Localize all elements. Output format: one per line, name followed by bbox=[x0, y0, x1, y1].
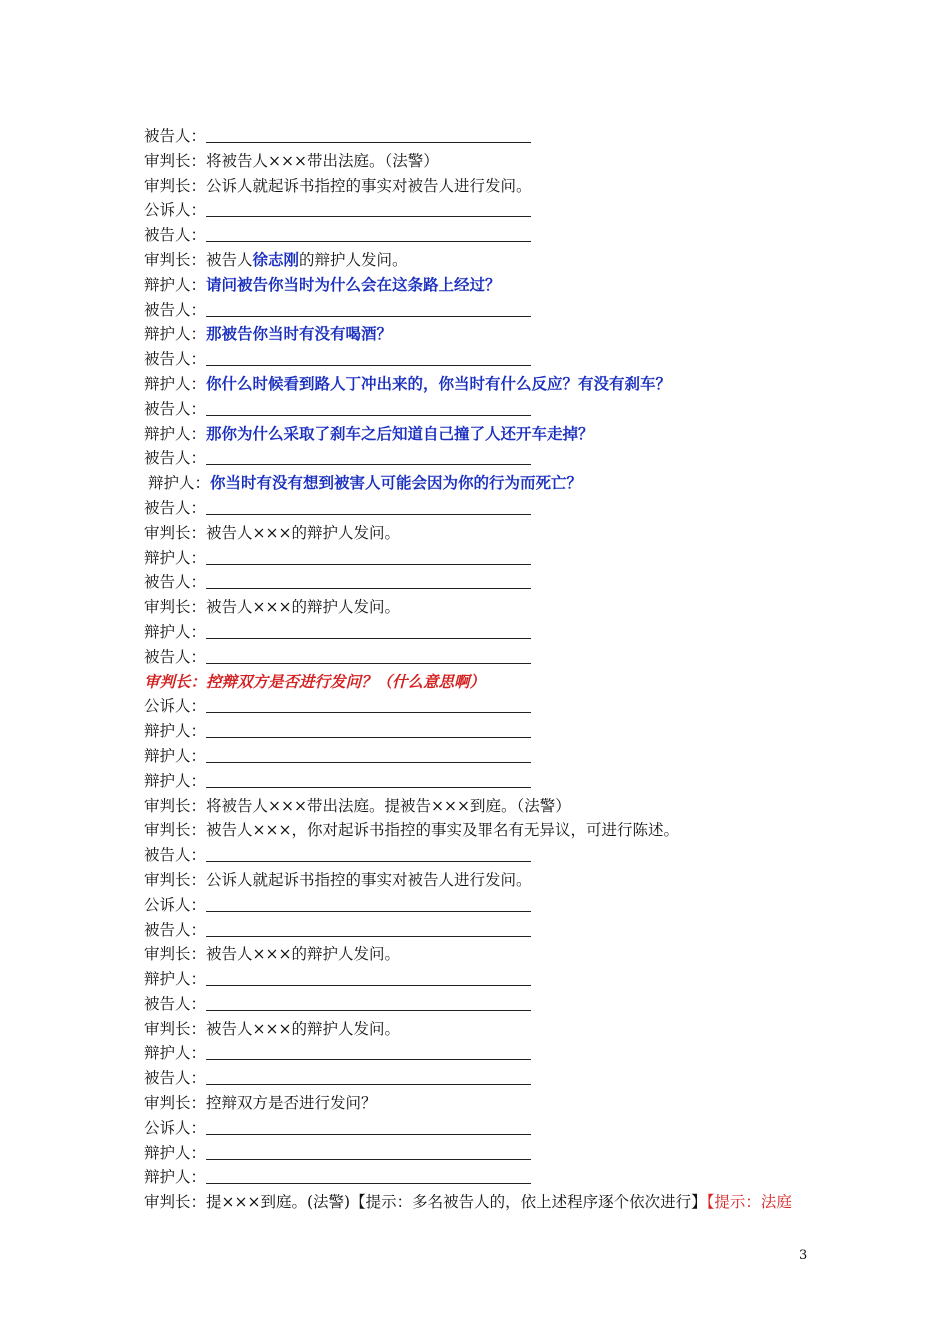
speaker-label: 辩护人： bbox=[144, 275, 207, 294]
defender-question: 请问被告你当时为什么会在这条路上经过？ bbox=[206, 274, 501, 294]
speaker-label: 审判长： bbox=[144, 671, 207, 691]
answer-blank bbox=[206, 1166, 531, 1184]
transcript-line bbox=[144, 298, 824, 323]
speaker-label: 审判长： bbox=[144, 1094, 207, 1113]
answer-blank bbox=[206, 993, 531, 1011]
speaker-label: 被告人： bbox=[144, 127, 207, 145]
transcript-line bbox=[144, 521, 824, 546]
transcript-line bbox=[144, 942, 824, 967]
speaker-label: 公诉人： bbox=[144, 895, 207, 914]
transcript-line bbox=[144, 967, 824, 992]
line-text: 被告人×××的辩护人发问。 bbox=[206, 598, 400, 617]
transcript-line bbox=[144, 794, 824, 819]
answer-blank bbox=[206, 547, 531, 565]
transcript-line bbox=[144, 198, 824, 223]
speaker-label: 被告人： bbox=[144, 1069, 207, 1088]
line-text: 被告人×××，你对起诉书指控的事实及罪名有无异议，可进行陈述。 bbox=[206, 821, 679, 840]
speaker-label: 审判长： bbox=[144, 1019, 207, 1038]
line-text: 被告人×××的辩护人发问。 bbox=[206, 1019, 400, 1038]
answer-blank bbox=[206, 571, 531, 589]
speaker-label: 辩护人： bbox=[144, 374, 207, 393]
answer-blank bbox=[206, 1142, 531, 1160]
transcript-line bbox=[144, 1017, 824, 1042]
speaker-label: 公诉人： bbox=[144, 697, 207, 716]
page-number: 3 bbox=[799, 1248, 808, 1263]
answer-blank bbox=[206, 720, 531, 738]
speaker-label: 辩护人： bbox=[144, 1168, 207, 1187]
defender-question: 那被告你当时有没有喝酒？ bbox=[206, 324, 393, 344]
line-text: 提×××到庭。(法警)【提示：多名被告人的，依上述程序逐个依次进行】 bbox=[206, 1193, 707, 1212]
transcript-line bbox=[144, 918, 824, 943]
defender-question: 你什么时候看到路人丁冲出来的，你当时有什么反应？有没有刹车？ bbox=[206, 373, 672, 393]
transcript-line bbox=[144, 818, 824, 843]
speaker-label: 审判长： bbox=[144, 945, 207, 964]
speaker-label: 辩护人： bbox=[144, 746, 207, 765]
answer-blank bbox=[206, 224, 531, 242]
speaker-label: 公诉人： bbox=[144, 1118, 207, 1137]
speaker-label: 被告人： bbox=[144, 994, 207, 1013]
transcript-line bbox=[144, 322, 824, 347]
transcript-line bbox=[144, 446, 824, 471]
transcript-line bbox=[144, 620, 824, 645]
transcript-line bbox=[144, 1190, 824, 1215]
line-text: 控辩双方是否进行发问？ bbox=[206, 1094, 377, 1113]
answer-blank bbox=[206, 770, 531, 788]
transcript-line bbox=[144, 868, 824, 893]
answer-blank bbox=[206, 1117, 531, 1135]
transcript-line bbox=[144, 744, 824, 769]
speaker-label: 辩护人： bbox=[144, 622, 207, 641]
speaker-label: 辩护人： bbox=[144, 722, 207, 741]
answer-blank bbox=[206, 646, 531, 664]
answer-blank bbox=[206, 1067, 531, 1085]
transcript-line bbox=[144, 546, 824, 571]
answer-blank bbox=[206, 621, 531, 639]
transcript-line-highlighted bbox=[144, 670, 824, 695]
speaker-label: 被告人： bbox=[144, 449, 207, 468]
answer-blank bbox=[206, 447, 531, 465]
speaker-label: 辩护人： bbox=[148, 474, 211, 493]
answer-blank bbox=[206, 968, 531, 986]
line-text: 将被告人×××带出法庭。提被告×××到庭。（法警） bbox=[206, 796, 571, 815]
transcript-line bbox=[144, 422, 824, 447]
answer-blank bbox=[206, 745, 531, 763]
transcript-line bbox=[144, 843, 824, 868]
transcript-line bbox=[144, 471, 824, 496]
transcript-line bbox=[144, 570, 824, 595]
speaker-label: 审判长： bbox=[144, 151, 207, 170]
speaker-label: 公诉人： bbox=[144, 201, 207, 220]
speaker-label: 辩护人： bbox=[144, 424, 207, 443]
speaker-label: 被告人： bbox=[144, 399, 207, 418]
speaker-label: 审判长： bbox=[144, 523, 207, 542]
transcript-line bbox=[144, 347, 824, 372]
speaker-label: 被告人： bbox=[144, 846, 207, 865]
answer-blank bbox=[206, 299, 531, 317]
transcript-line bbox=[144, 124, 824, 149]
line-text: 被告人×××的辩护人发问。 bbox=[206, 945, 400, 964]
speaker-label: 审判长： bbox=[144, 870, 207, 889]
transcript-line bbox=[144, 645, 824, 670]
transcript-line bbox=[144, 1091, 824, 1116]
speaker-label: 审判长： bbox=[144, 250, 207, 269]
speaker-label: 辩护人： bbox=[144, 548, 207, 567]
line-text: 的辩护人发问。 bbox=[299, 250, 408, 269]
transcript-line bbox=[144, 694, 824, 719]
transcript-line bbox=[144, 273, 824, 298]
transcript-line bbox=[144, 893, 824, 918]
transcript-line bbox=[144, 595, 824, 620]
transcript-line bbox=[144, 223, 824, 248]
speaker-label: 辩护人： bbox=[144, 1044, 207, 1063]
defendant-name: 徐志刚 bbox=[252, 249, 300, 269]
speaker-label: 审判长： bbox=[144, 821, 207, 840]
answer-blank bbox=[206, 125, 531, 143]
transcript-line bbox=[144, 1141, 824, 1166]
line-text: 公诉人就起诉书指控的事实对被告人进行发问。 bbox=[206, 176, 532, 195]
line-text: 被告人×××的辩护人发问。 bbox=[206, 523, 400, 542]
answer-blank bbox=[206, 844, 531, 862]
transcript-line bbox=[144, 174, 824, 199]
transcript-line bbox=[144, 248, 824, 273]
transcript-line bbox=[144, 992, 824, 1017]
transcript-line bbox=[144, 397, 824, 422]
answer-blank bbox=[206, 1042, 531, 1060]
answer-blank bbox=[206, 348, 531, 366]
transcript-line bbox=[144, 719, 824, 744]
speaker-label: 被告人： bbox=[144, 350, 207, 369]
speaker-label: 辩护人： bbox=[144, 325, 207, 344]
speaker-label: 辩护人： bbox=[144, 970, 207, 989]
speaker-label: 被告人： bbox=[144, 226, 207, 245]
answer-blank bbox=[206, 199, 531, 217]
speaker-label: 审判长： bbox=[144, 176, 207, 195]
answer-blank bbox=[206, 398, 531, 416]
speaker-label: 审判长： bbox=[144, 796, 207, 815]
court-tip: 【提示：法庭 bbox=[706, 1193, 792, 1212]
speaker-label: 辩护人： bbox=[144, 1143, 207, 1162]
transcript-line bbox=[144, 1041, 824, 1066]
answer-blank bbox=[206, 695, 531, 713]
speaker-label: 被告人： bbox=[144, 647, 207, 666]
transcript-body bbox=[144, 124, 824, 1215]
speaker-label: 审判长： bbox=[144, 598, 207, 617]
transcript-line bbox=[144, 1066, 824, 1091]
transcript-line bbox=[144, 149, 824, 174]
transcript-line bbox=[144, 372, 824, 397]
transcript-line bbox=[144, 1116, 824, 1141]
line-text: 公诉人就起诉书指控的事实对被告人进行发问。 bbox=[206, 870, 532, 889]
speaker-label: 被告人： bbox=[144, 300, 207, 319]
transcript-line bbox=[144, 769, 824, 794]
transcript-line bbox=[144, 496, 824, 521]
answer-blank bbox=[206, 919, 531, 937]
speaker-label: 审判长： bbox=[144, 1193, 207, 1212]
line-text: 将被告人×××带出法庭。（法警） bbox=[206, 151, 439, 170]
defender-question: 你当时有没有想到被害人可能会因为你的行为而死亡？ bbox=[210, 473, 583, 493]
speaker-label: 辩护人： bbox=[144, 771, 207, 790]
answer-blank bbox=[206, 497, 531, 515]
answer-blank bbox=[206, 894, 531, 912]
speaker-label: 被告人： bbox=[144, 498, 207, 517]
transcript-line bbox=[144, 1165, 824, 1190]
speaker-label: 被告人： bbox=[144, 920, 207, 939]
speaker-label: 被告人： bbox=[144, 573, 207, 592]
line-text: 控辩双方是否进行发问？（什么意思啊） bbox=[206, 671, 486, 691]
line-text: 被告人 bbox=[206, 250, 253, 269]
defender-question: 那你为什么采取了刹车之后知道自己撞了人还开车走掉？ bbox=[206, 423, 594, 443]
